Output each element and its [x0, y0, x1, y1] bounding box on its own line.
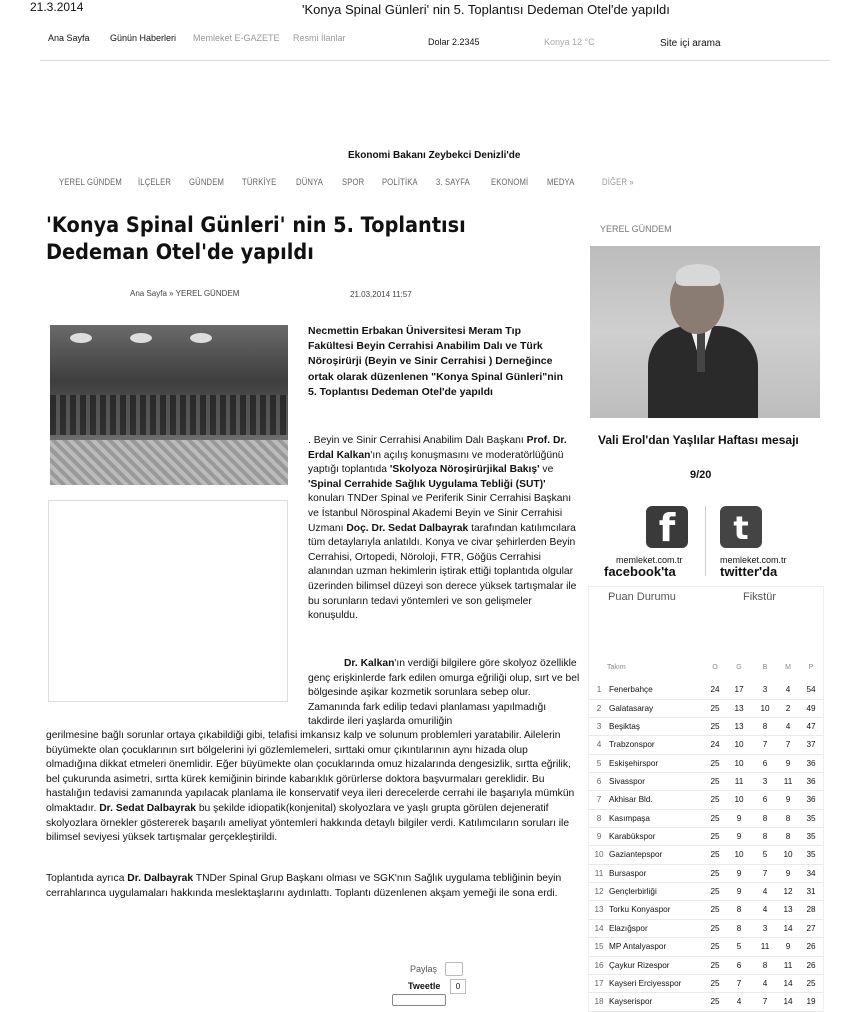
cat-diger[interactable]: DİĞER »: [602, 177, 634, 187]
won-cell: 13: [734, 722, 744, 732]
drawn-cell: 8: [762, 960, 768, 970]
team-cell[interactable]: Kayserispor: [609, 997, 653, 1007]
nav-official-ads-link[interactable]: Resmi İlanlar: [293, 33, 346, 43]
sidebar-section-label: YEREL GÜNDEM: [600, 224, 672, 234]
twitter-icon[interactable]: t: [720, 506, 762, 548]
social-divider: [705, 506, 706, 576]
twitter-label[interactable]: twitter'da: [720, 564, 778, 579]
won-cell: 17: [734, 685, 744, 695]
points-cell: 47: [806, 722, 816, 732]
headline-news-link[interactable]: Ekonomi Bakanı Zeybekci Denizli'de: [348, 150, 521, 161]
cat-politika[interactable]: POLİTİKA: [382, 177, 418, 187]
article-photo: [50, 325, 288, 485]
lost-cell: 7: [785, 740, 791, 750]
drawn-cell: 8: [762, 722, 768, 732]
played-cell: 24: [710, 740, 720, 750]
article-paragraph-1: . Beyin ve Sinir Cerrahisi Anabilim Dalı Başkanı Prof. Dr. Erdal Kalkan'ın açılış konuşmasını ve moderatörlüğünü yaptığı toplantıda 'Skolyoza Nöroşirürjikal Bakış' ve 'Spinal Cerrahide Sağlık Uygulama Tebliği (SUT)' konuları TNDer Spinal ve Periferik Sinir Cerrahisi Başkanı ve İstanbul Nörospinal Akademi Beyin ve Sinir Cerrahisi Uzmanı Doç. Dr. Sedat Dalbayrak tarafından katılımcılara tüm detaylarıyla anlatıldı. Konya ve civar şehirlerden Beyin Cerrahisi, Ortopedi, Nöroloji, FTR, Göğüs Cerrahisi alanından uzman hekimlerin iştirak ettiği toplantıda olgular üzerinden bilimsel düzeyi son derece yüksek tartışmalar ile bu sorunların tedavi yöntemleri ve son gelişmeler konuşuldu.: [308, 435, 577, 622]
header-drawn: B: [762, 664, 768, 671]
lost-cell: 9: [785, 942, 791, 952]
rank-cell: 9: [596, 832, 602, 842]
team-cell[interactable]: Fenerbahçe: [609, 685, 653, 695]
lost-cell: 14: [783, 923, 793, 933]
cat-3-sayfa[interactable]: 3. SAYFA: [436, 177, 470, 187]
lost-cell: 9: [785, 795, 791, 805]
slider-counter: 9/20: [690, 469, 712, 481]
points-cell: 19: [806, 997, 816, 1007]
rank-cell: 4: [596, 740, 602, 750]
rank-cell: 17: [594, 978, 604, 988]
points-cell: 36: [806, 758, 816, 768]
points-cell: 35: [806, 813, 816, 823]
points-cell: 31: [806, 887, 816, 897]
header-team: Takım: [607, 664, 626, 671]
lost-cell: 9: [785, 868, 791, 878]
team-cell[interactable]: Trabzonspor: [609, 740, 655, 750]
tweet-count: 0: [450, 979, 466, 994]
table-row: [589, 920, 823, 938]
table-row: [589, 791, 823, 809]
won-cell: 10: [734, 850, 744, 860]
drawn-cell: 10: [760, 703, 770, 713]
weather: Konya 12 °C: [544, 37, 595, 47]
won-cell: 8: [736, 905, 742, 915]
table-row: [589, 993, 823, 1011]
header-divider: [40, 60, 830, 61]
team-cell[interactable]: Elazığspor: [609, 923, 648, 933]
points-cell: 36: [806, 777, 816, 787]
won-cell: 8: [736, 923, 742, 933]
lost-cell: 13: [783, 905, 793, 915]
points-cell: 25: [806, 978, 816, 988]
rank-cell: 16: [594, 960, 604, 970]
rank-cell: 10: [594, 850, 604, 860]
won-cell: 9: [736, 813, 742, 823]
facebook-icon[interactable]: f: [646, 506, 688, 548]
team-cell[interactable]: Torku Konyaspor: [609, 905, 671, 915]
cat-medya[interactable]: MEDYA: [547, 177, 575, 187]
table-row: [589, 681, 823, 699]
played-cell: 25: [710, 905, 720, 915]
played-cell: 24: [710, 685, 720, 695]
dolar-rate: Dolar 2.2345: [428, 37, 480, 47]
drawn-cell: 4: [762, 905, 768, 915]
team-cell[interactable]: Galatasaray: [609, 703, 654, 713]
table-row: [589, 773, 823, 791]
table-row: [589, 828, 823, 846]
won-cell: 13: [734, 703, 744, 713]
rank-cell: 15: [594, 942, 604, 952]
rank-cell: 11: [594, 868, 604, 878]
table-row: [589, 883, 823, 901]
played-cell: 25: [710, 703, 720, 713]
won-cell: 9: [736, 832, 742, 842]
table-row: [589, 736, 823, 754]
cat-gundem[interactable]: GÜNDEM: [189, 177, 225, 187]
table-row: [589, 718, 823, 736]
played-cell: 25: [710, 960, 720, 970]
facebook-label[interactable]: facebook'ta: [604, 564, 676, 579]
points-cell: 36: [806, 795, 816, 805]
played-cell: 25: [710, 997, 720, 1007]
breadcrumb[interactable]: Ana Sayfa » YEREL GÜNDEM: [130, 289, 240, 298]
cat-ekonomi[interactable]: EKONOMİ: [491, 177, 529, 187]
header-won: G: [736, 664, 742, 671]
played-cell: 25: [710, 923, 720, 933]
drawn-cell: 3: [762, 923, 768, 933]
played-cell: 25: [710, 978, 720, 988]
drawn-cell: 4: [762, 887, 768, 897]
tab-fixtures[interactable]: Fikstür: [743, 591, 776, 603]
won-cell: 7: [736, 978, 742, 988]
rank-cell: 3: [596, 722, 602, 732]
team-cell[interactable]: Beşiktaş: [609, 722, 640, 732]
points-cell: 27: [806, 923, 816, 933]
played-cell: 25: [710, 813, 720, 823]
lost-cell: 12: [783, 887, 793, 897]
facebook-site-label: memleket.com.tr: [616, 555, 683, 565]
points-cell: 49: [806, 703, 816, 713]
table-row: [589, 938, 823, 956]
points-cell: 26: [806, 942, 816, 952]
table-row: [589, 865, 823, 883]
played-cell: 25: [710, 868, 720, 878]
tweet-button[interactable]: Tweetle: [408, 981, 441, 991]
team-cell[interactable]: Sivasspor: [609, 777, 645, 787]
lost-cell: 4: [785, 722, 791, 732]
points-cell: 54: [806, 685, 816, 695]
drawn-cell: 11: [760, 942, 770, 952]
table-row: [589, 846, 823, 864]
drawn-cell: 7: [762, 997, 768, 1007]
rank-cell: 12: [594, 887, 604, 897]
share-button[interactable]: [445, 962, 463, 976]
won-cell: 10: [734, 758, 744, 768]
ad-placeholder: [48, 500, 288, 702]
team-cell[interactable]: Çaykur Rizespor: [609, 960, 670, 970]
table-row: [589, 810, 823, 828]
print-page-title: 'Konya Spinal Günleri' nin 5. Toplantısı Dedeman Otel'de yapıldı: [302, 2, 670, 17]
header-played: O: [712, 664, 718, 671]
nav-home-link[interactable]: Ana Sayfa: [48, 33, 90, 43]
played-cell: 25: [710, 795, 720, 805]
drawn-cell: 7: [762, 868, 768, 878]
rank-cell: 6: [596, 777, 602, 787]
cat-dunya[interactable]: DÜNYA: [296, 177, 324, 187]
drawn-cell: 6: [762, 758, 768, 768]
tab-standings[interactable]: Puan Durumu: [608, 591, 676, 603]
sidebar-news-caption[interactable]: Vali Erol'dan Yaşlılar Haftası mesajı: [598, 433, 799, 447]
lost-cell: 4: [785, 685, 791, 695]
cat-ilceler[interactable]: İLÇELER: [138, 177, 172, 187]
drawn-cell: 4: [762, 978, 768, 988]
team-cell[interactable]: Karabükspor: [609, 832, 656, 842]
team-cell[interactable]: MP Antalyaspor: [609, 942, 667, 952]
rank-cell: 7: [596, 795, 602, 805]
drawn-cell: 8: [762, 832, 768, 842]
rank-cell: 5: [596, 758, 602, 768]
team-cell[interactable]: Eskişehirspor: [609, 758, 659, 768]
lost-cell: 8: [785, 832, 791, 842]
rank-cell: 1: [596, 685, 602, 695]
table-header: [589, 664, 823, 681]
won-cell: 9: [736, 868, 742, 878]
rank-cell: 13: [594, 905, 604, 915]
table-row: [589, 700, 823, 718]
twitter-site-label: memleket.com.tr: [720, 555, 787, 565]
team-cell[interactable]: Kasımpaşa: [609, 813, 650, 823]
team-cell[interactable]: Akhisar Bld.: [609, 795, 653, 805]
rank-cell: 14: [594, 923, 604, 933]
category-nav: [0, 177, 862, 193]
site-search-link[interactable]: Site içi arama: [660, 38, 721, 49]
rank-cell: 2: [596, 703, 602, 713]
table-row: [589, 957, 823, 975]
cat-spor[interactable]: SPOR: [342, 177, 365, 187]
played-cell: 25: [710, 942, 720, 952]
lost-cell: 11: [783, 777, 793, 787]
article-datetime: 21.03.2014 11:57: [350, 290, 412, 299]
won-cell: 10: [734, 795, 744, 805]
lost-cell: 11: [783, 960, 793, 970]
header-points: P: [808, 664, 814, 671]
rank-cell: 18: [594, 997, 604, 1007]
table-row: [589, 755, 823, 773]
points-cell: 35: [806, 850, 816, 860]
drawn-cell: 3: [762, 777, 768, 787]
article-lead: Necmettin Erbakan Üniversitesi Meram Tıp Fakültesi Beyin Cerrahisi Anabilim Dalı ve Türk Nöroşirürji (Beyin ve Sinir Cerrahisi ) Derneğince ortak olarak düzenlenen "Konya Spinal Günleri"nin 5. Toplantısı Dedeman Otel'de yapıldı: [308, 325, 564, 398]
share-label: Paylaş: [410, 964, 438, 974]
team-cell[interactable]: Bursaspor: [609, 868, 647, 878]
won-cell: 10: [734, 740, 744, 750]
team-cell[interactable]: Gençlerbirliği: [609, 887, 657, 897]
nav-daily-news-link[interactable]: Günün Haberleri: [110, 33, 177, 43]
points-cell: 35: [806, 832, 816, 842]
points-cell: 34: [806, 868, 816, 878]
lost-cell: 14: [783, 997, 793, 1007]
lost-cell: 10: [783, 850, 793, 860]
played-cell: 25: [710, 887, 720, 897]
won-cell: 4: [736, 997, 742, 1007]
points-cell: 37: [806, 740, 816, 750]
article-paragraph-3: gerilmesine bağlı sorunlar ortaya çıkabildiği gibi, telafisi imkansız kalp ve solunum problemleri yaratabilir. Ailelerin büyümekte olan çocuklarının sırt bölgelerini iyi gözlemlemeleri, sırttaki omur çıkıntılarının aynı hizada olup olmadığına dikkat etmeleri önemlidir. Eğer büyümekte olan çocuklarında omuz hizalarında dengesizlik, sırtta eğrilik, bel çukurunda asimetri, sırtta kürek kemiğinin birinde kabarıklık görürlerse doktora başvurmaları gereklidir. Bu hastalığın tedavisi zamanında yapılacak planlama ile konservatif veya ileri derecelerde cerrahi ile başarıyla mümkün olmaktadır. Dr. Sedat Dalbayrak bu şekilde idiopatik(konjenital) skolyozlara ve yaşlı grupta görülen dejeneratif skolyozlara örnekler göstererek başarılı ameliyat yöntemleri hakkında detaylı bilgiler verdi. Katılımcıların soruları ile bilimsel seviyesi yüksek tartışmalar gerçekleştirildi.: [46, 730, 575, 844]
standings-table: [588, 664, 824, 1012]
article-title: 'Konya Spinal Günleri' nin 5. Toplantısı Dedeman Otel'de yapıldı: [46, 213, 466, 264]
lost-cell: 9: [785, 758, 791, 768]
rank-cell: 8: [596, 813, 602, 823]
played-cell: 25: [710, 722, 720, 732]
cat-yerel-gundem[interactable]: YEREL GÜNDEM: [59, 177, 122, 187]
lost-cell: 8: [785, 813, 791, 823]
lost-cell: 14: [783, 978, 793, 988]
played-cell: 25: [710, 758, 720, 768]
article-paragraph-4: Toplantıda ayrıca Dr. Dalbayrak TNDer Spinal Grup Başkanı olması ve SGK'nın Sağlık uygulama tebliğinin beyin cerrahlarınca uygulamaları hakkında meslektaşlarını aydınlattı. Toplantı düzenlenen akşam yemeği ile sona erdi.: [46, 873, 562, 899]
won-cell: 6: [736, 960, 742, 970]
share-widget-button[interactable]: [392, 994, 446, 1006]
sidebar-news-photo[interactable]: [590, 246, 820, 418]
article-paragraph-2: Dr. Kalkan'ın verdiği bilgilere göre skolyoz özellikle genç erişkinlerde fark edilen omurga eğriliği olup, sırt ve bel bölgesinde aşikar kozmetik sorunlara sebep olur. Zamanında fark edilip tedavi planlaması yapılmadığı takdirde ileri yaşlarda omuriliğin: [308, 658, 580, 728]
points-cell: 28: [806, 905, 816, 915]
lost-cell: 2: [785, 703, 791, 713]
played-cell: 25: [710, 832, 720, 842]
points-cell: 26: [806, 960, 816, 970]
drawn-cell: 8: [762, 813, 768, 823]
team-cell[interactable]: Kayseri Erciyesspor: [609, 978, 682, 988]
drawn-cell: 6: [762, 795, 768, 805]
team-cell[interactable]: Gaziantepspor: [609, 850, 663, 860]
won-cell: 11: [734, 777, 744, 787]
print-date: 21.3.2014: [30, 0, 84, 14]
cat-turkiye[interactable]: TÜRKİYE: [242, 177, 277, 187]
won-cell: 5: [736, 942, 742, 952]
played-cell: 25: [710, 777, 720, 787]
played-cell: 25: [710, 850, 720, 860]
header-lost: M: [785, 664, 791, 671]
won-cell: 9: [736, 887, 742, 897]
drawn-cell: 7: [762, 740, 768, 750]
drawn-cell: 5: [762, 850, 768, 860]
table-row: [589, 975, 823, 993]
drawn-cell: 3: [762, 685, 768, 695]
table-row: [589, 901, 823, 919]
nav-egazete-link[interactable]: Memleket E-GAZETE: [193, 33, 280, 43]
